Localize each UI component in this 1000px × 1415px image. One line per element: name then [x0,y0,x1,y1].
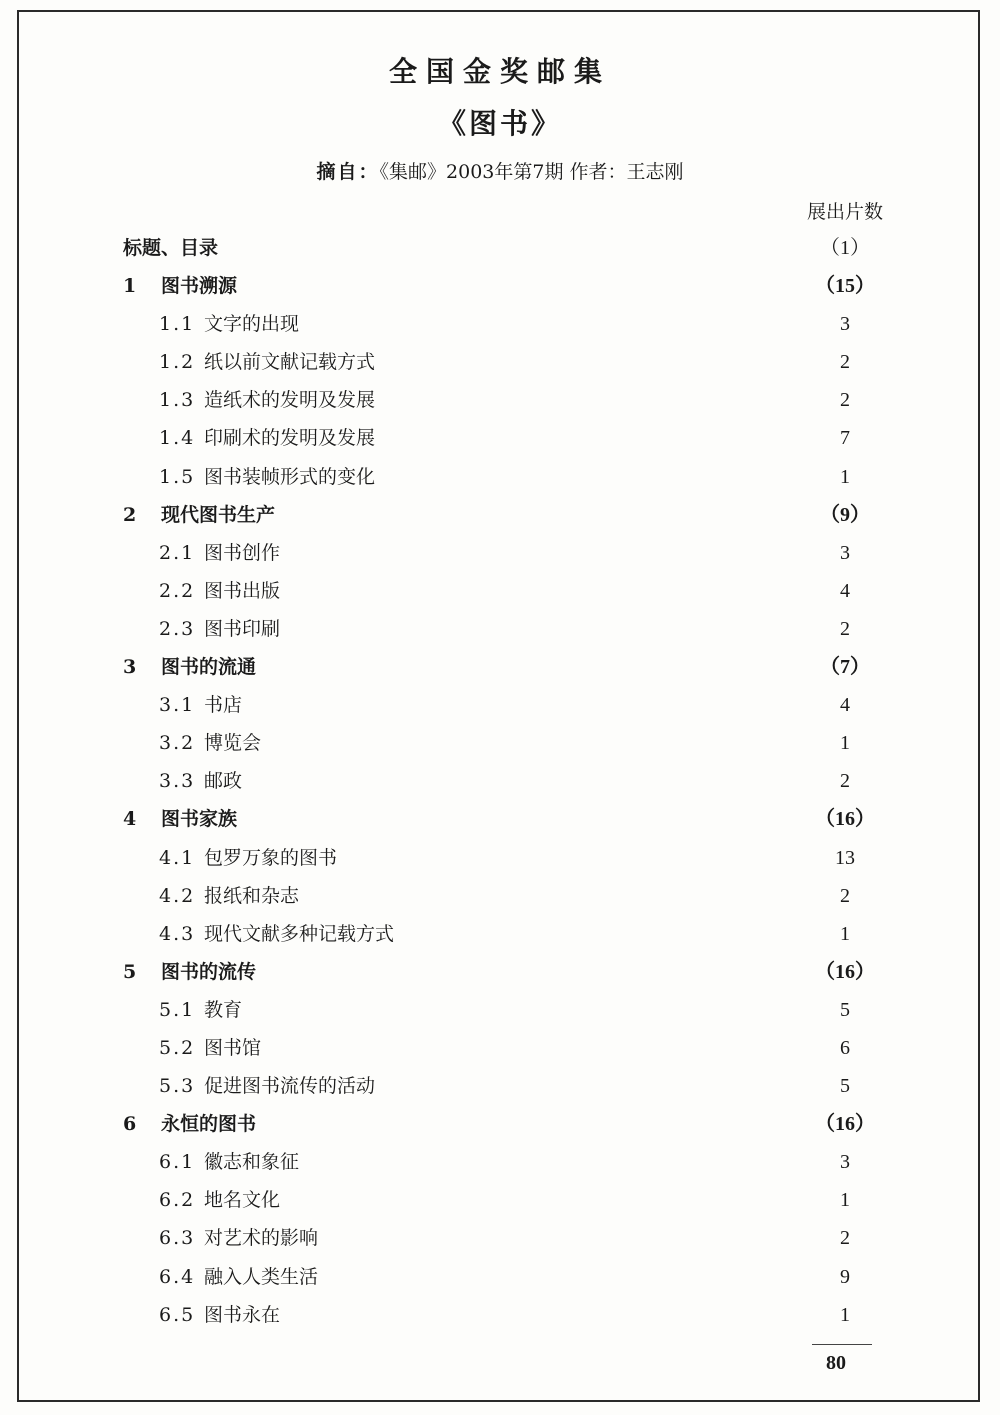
table-of-contents [0,229,1000,1334]
toc-subsection-row [0,1258,1000,1296]
toc-label: 促进图书流传的活动 [204,1075,376,1098]
toc-count: 2 [840,389,850,412]
toc-label: 造纸术的发明及发展 [204,389,376,412]
toc-count: 3 [840,1151,850,1174]
toc-number: 5.2 [159,1036,196,1059]
toc-subsection-row [0,686,1000,724]
toc-number: 3.1 [159,694,196,717]
toc-subsection-row [0,1219,1000,1257]
toc-subsection-row [0,343,1000,381]
toc-label: 地名文化 [204,1189,281,1212]
toc-count: 5 [840,1075,850,1098]
toc-count: 2 [840,351,850,374]
toc-number: 5.3 [159,1075,196,1098]
toc-number: 2 [123,503,137,526]
toc-number: 1.5 [159,465,196,488]
toc-count: 2 [840,617,850,640]
toc-subsection-row [0,762,1000,800]
toc-count: 4 [840,694,850,717]
toc-number: 6.3 [159,1227,196,1250]
toc-label: 徽志和象征 [204,1151,300,1174]
toc-subsection-row [0,991,1000,1029]
toc-label: 报纸和杂志 [204,884,300,907]
toc-number: 2.1 [159,541,196,564]
toc-number: 6.1 [159,1151,196,1174]
toc-number: 1 [123,275,137,298]
toc-label: 书店 [204,694,243,717]
toc-label: 标题、目录 [123,237,219,259]
toc-count: 1 [840,922,850,945]
page-title: 全国金奖邮集 [388,55,611,88]
toc-subsection-row [0,419,1000,457]
toc-count: 2 [840,1227,850,1250]
page-number: 80 [826,1352,846,1374]
toc-label: 博览会 [204,732,262,755]
toc-label: 教育 [204,998,243,1021]
toc-subsection-row [0,381,1000,419]
toc-section-row [0,267,1000,305]
toc-label: 图书的流传 [161,960,257,983]
toc-number: 6 [123,1113,137,1136]
column-header-count: 展出片数 [806,201,883,223]
toc-number: 3 [123,656,137,679]
toc-subsection-row [0,915,1000,953]
book-title: 《图书》 [437,107,562,140]
toc-count: 3 [840,541,850,564]
toc-label: 现代文献多种记载方式 [204,922,395,945]
toc-subsection-row [0,458,1000,496]
toc-section-row [0,800,1000,838]
toc-label: 对艺术的影响 [204,1227,319,1250]
toc-count: （9） [820,503,870,526]
toc-count: 2 [840,770,850,793]
toc-label: 永恒的图书 [161,1113,257,1136]
toc-count: 7 [840,427,850,450]
toc-intro-row [0,229,1000,267]
source-line [0,158,1000,186]
toc-section-row [0,953,1000,991]
toc-label: 图书印刷 [204,617,281,640]
toc-number: 1.2 [159,351,196,374]
toc-label: 包罗万象的图书 [204,846,338,869]
toc-number: 1.1 [159,313,196,336]
toc-label: 图书的流通 [161,656,257,679]
toc-subsection-row [0,877,1000,915]
toc-number: 1.4 [159,427,196,450]
toc-count: （16） [815,1113,875,1136]
toc-subsection-row [0,534,1000,572]
toc-label: 图书馆 [204,1036,262,1059]
toc-count: 9 [840,1265,850,1288]
toc-number: 6.2 [159,1189,196,1212]
toc-label: 印刷术的发明及发展 [204,427,376,450]
toc-count: 5 [840,998,850,1021]
toc-number: 3.2 [159,732,196,755]
toc-number: 6.5 [159,1303,196,1326]
toc-number: 5.1 [159,998,196,1021]
toc-number: 1.3 [159,389,196,412]
toc-subsection-row [0,1296,1000,1334]
toc-count: 13 [835,846,855,869]
toc-count: （15） [815,275,875,298]
toc-subsection-row [0,1181,1000,1219]
toc-section-row [0,648,1000,686]
toc-count: 1 [840,1189,850,1212]
toc-count: 6 [840,1036,850,1059]
toc-number: 4 [123,808,137,831]
toc-count: 1 [840,732,850,755]
toc-count: （16） [815,808,875,831]
toc-count: 4 [840,579,850,602]
toc-section-row [0,1105,1000,1143]
toc-subsection-row [0,839,1000,877]
toc-count: 3 [840,313,850,336]
source-text: 《集邮》2003年第7期 作者：王志刚 [379,161,684,183]
source-label: 摘自： [316,161,380,183]
toc-number: 5 [123,960,137,983]
toc-label: 现代图书生产 [161,503,276,526]
toc-label: 融入人类生活 [204,1265,319,1288]
toc-number: 4.3 [159,922,196,945]
toc-count: （1） [820,237,870,259]
toc-subsection-row [0,572,1000,610]
toc-count: 1 [840,1303,850,1326]
toc-subsection-row [0,305,1000,343]
toc-subsection-row [0,610,1000,648]
toc-label: 图书出版 [204,579,281,602]
toc-count: 1 [840,465,850,488]
toc-subsection-row [0,724,1000,762]
toc-subsection-row [0,1067,1000,1105]
toc-subsection-row [0,1029,1000,1067]
toc-label: 图书家族 [161,808,238,831]
toc-label: 图书永在 [204,1303,281,1326]
toc-section-row [0,496,1000,534]
toc-number: 4.2 [159,884,196,907]
toc-number: 2.2 [159,579,196,602]
toc-label: 图书创作 [204,541,281,564]
toc-count: （16） [815,960,875,983]
toc-number: 2.3 [159,617,196,640]
toc-number: 3.3 [159,770,196,793]
toc-label: 图书溯源 [161,275,238,298]
toc-number: 6.4 [159,1265,196,1288]
toc-subsection-row [0,1143,1000,1181]
toc-label: 文字的出现 [204,313,300,336]
footer-rule [812,1344,872,1345]
toc-count: 2 [840,884,850,907]
toc-label: 邮政 [204,770,243,793]
toc-number: 4.1 [159,846,196,869]
toc-label: 纸以前文献记载方式 [204,351,376,374]
toc-count: （7） [820,656,870,679]
toc-label: 图书装帧形式的变化 [204,465,376,488]
